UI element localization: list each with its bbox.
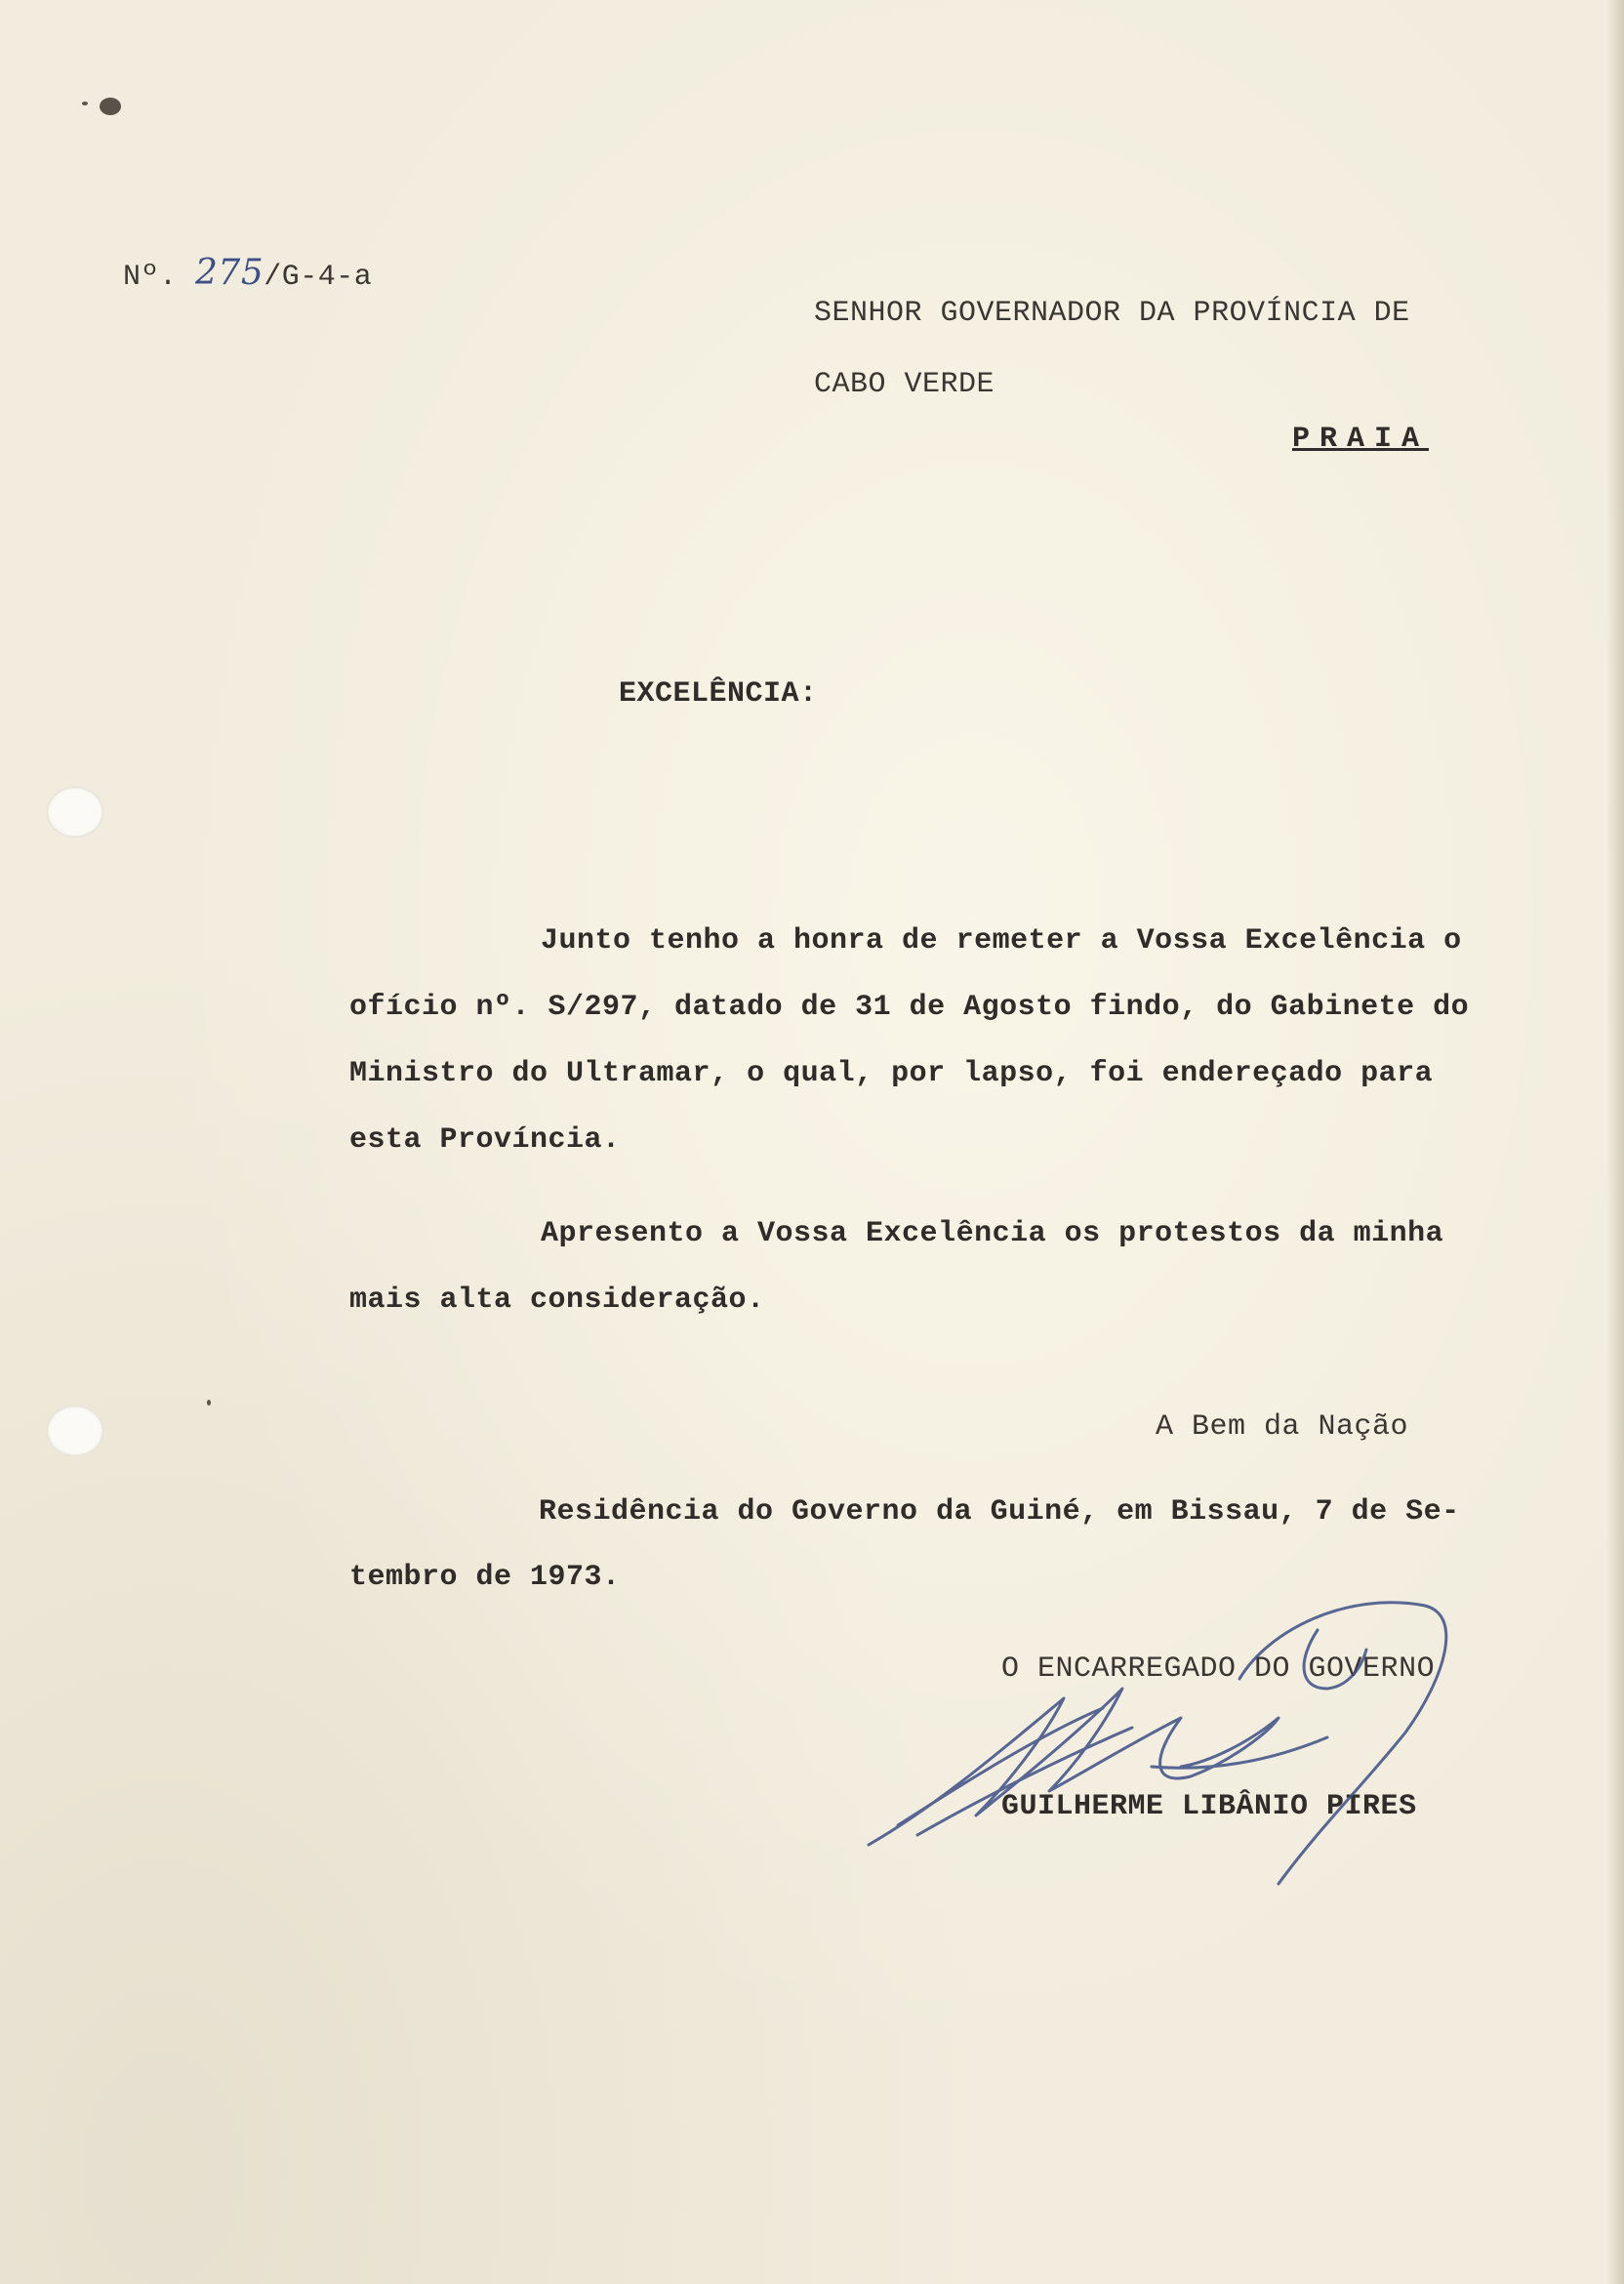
handwritten-signature	[859, 1571, 1483, 1894]
addressee-city: PRAIA	[1292, 423, 1430, 456]
ink-speck	[82, 102, 88, 105]
signatory-name: GUILHERME LIBÂNIO PIRES	[1001, 1790, 1417, 1823]
reference-suffix: /G-4-a	[264, 261, 373, 294]
handwritten-reference-number: 275	[195, 253, 264, 293]
body-line: Apresento a Vossa Excelência os protestos da minha	[541, 1217, 1444, 1250]
body-line: esta Província.	[349, 1123, 621, 1157]
body-line: ofício nº. S/297, datado de 31 de Agosto findo, do Gabinete do	[349, 991, 1470, 1024]
place-date-line-2: tembro de 1973.	[349, 1561, 621, 1594]
ink-speck	[207, 1400, 211, 1406]
punch-hole	[47, 787, 103, 837]
body-line: Ministro do Ultramar, o qual, por lapso, foi endereçado para	[349, 1057, 1434, 1090]
place-date-line-1: Residência do Governo da Guiné, em Bissau, 7 de Se-	[539, 1495, 1460, 1529]
ink-speck	[100, 98, 121, 115]
salutation: EXCELÊNCIA:	[619, 677, 818, 711]
addressee-line-2: CABO VERDE	[814, 368, 995, 401]
reference-prefix: Nº.	[123, 261, 178, 294]
body-line: Junto tenho a honra de remeter a Vossa Excelência o	[541, 924, 1462, 958]
body-paragraph-1	[349, 908, 1560, 1173]
reference-number	[123, 253, 373, 295]
punch-hole	[47, 1406, 103, 1456]
paper-edge-shade	[1606, 0, 1624, 2284]
signatory-title: O ENCARREGADO DO GOVERNO	[1001, 1652, 1436, 1686]
body-paragraph-2	[349, 1201, 1560, 1333]
body-line: mais alta consideração.	[349, 1284, 765, 1317]
closing-formula: A Bem da Nação	[1156, 1410, 1409, 1444]
addressee-line-1: SENHOR GOVERNADOR DA PROVÍNCIA DE	[814, 297, 1410, 330]
